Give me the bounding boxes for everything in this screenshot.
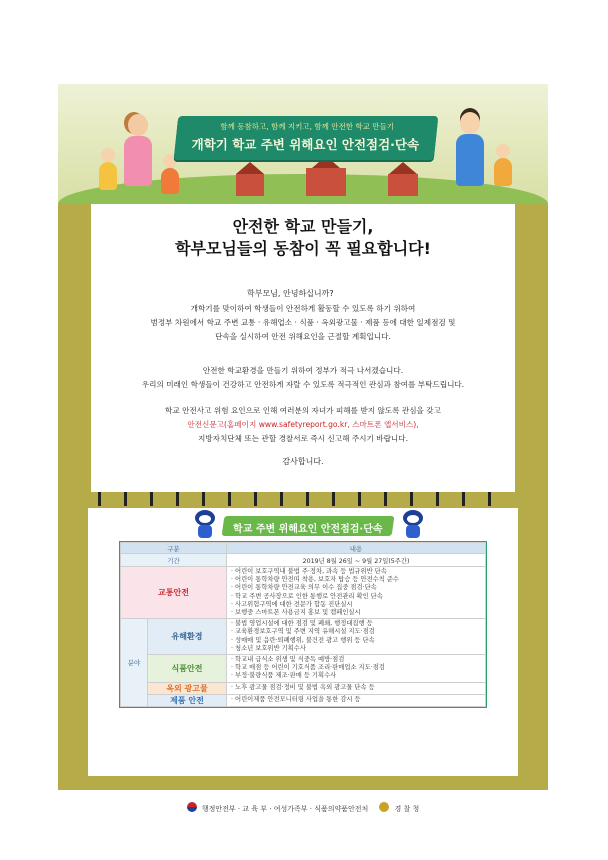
government-emblem-icon <box>187 802 197 812</box>
row-items <box>227 567 486 619</box>
letter-title-line2: 학부모님들의 동참이 꼭 필요합니다! <box>175 239 431 258</box>
letter-line: 개학기를 맞이하여 학생들이 안전하게 활동할 수 있도록 하기 위하여 <box>190 304 416 313</box>
son-figure <box>490 144 516 196</box>
table-banner <box>222 516 395 536</box>
row-item: · 어린이 통학차량 안전교육 의무 이수 집중 점검·단속 <box>231 584 377 592</box>
row-item: · 어린이 통학차량 안전띠 착용, 보호자 탑승 등 안전수칙 준수 <box>231 576 400 584</box>
letter-greeting: 학부모님, 안녕하십니까? <box>247 289 334 298</box>
binder-ring <box>124 492 127 506</box>
binder-ring <box>306 492 309 506</box>
poster-frame <box>58 84 548 790</box>
schedule-table <box>120 542 486 707</box>
banner-title: 개학기 학교 주변 위해요인 안전점검·단속 <box>191 137 420 152</box>
binder-ring <box>228 492 231 506</box>
school-building-center <box>306 168 346 196</box>
row-items <box>227 655 486 683</box>
row-item: · 학교 주변 공사장으로 인한 통행로 안전관리 확인 단속 <box>231 592 383 600</box>
row-category: 유해환경 <box>148 619 227 655</box>
row-item: · 어린이 보호구역내 불법 주·정차, 과속 등 법규위반 단속 <box>231 568 387 575</box>
safety-report-link-text: 안전신문고(홈페이지 www.safetyreport.go.kr, 스마트폰 앱서비스), <box>187 420 419 429</box>
letter-paragraph-1 <box>91 302 515 344</box>
girl-figure <box>96 148 120 198</box>
header-label: 구분 <box>121 543 227 554</box>
row-items <box>227 682 486 694</box>
binder-ring <box>176 492 179 506</box>
letter-title <box>91 216 515 260</box>
footer-agency-names: 행정안전부 · 교 육 부 · 여성가족부 · 식품의약품안전처 <box>201 805 369 813</box>
letter-line: 우리의 미래인 학생들이 건강하고 안전하게 자랄 수 있도록 적극적인 관심과 참여를 부탁드립니다. <box>141 380 465 389</box>
binder-ring <box>332 492 335 506</box>
row-item: · 학교 매점 등 어린이 기호식품 조리·판매업소 지도·점검 <box>231 664 385 672</box>
table-banner-title: 학교 주변 위해요인 안전점검·단속 <box>233 524 383 535</box>
row-item: · 사고위험구역에 대한 전문가 합동 진단실시 <box>231 600 353 608</box>
row-item: · 보행중 스마트폰 사용금지 홍보 및 캠페인실시 <box>231 609 361 617</box>
binder-ring <box>410 492 413 506</box>
school-building-right <box>388 174 418 196</box>
letter-line: 범정부 차원에서 학교 주변 교통 · 유해업소 · 식품 · 옥외광고물 · 제품 등에 대한 일제점검 및 <box>150 318 456 327</box>
boy-figure <box>158 154 182 200</box>
banner-subtitle: 함께 동참하고, 함께 지키고, 함께 안전한 학교 만들기 <box>220 122 395 131</box>
row-item: · 청소년 보호위반 기획수사 <box>231 644 306 652</box>
binder-ring <box>150 492 153 506</box>
letter-thanks: 감사합니다. <box>282 457 324 466</box>
letter-line: 지방자치단체 또는 관할 경찰서로 즉시 신고해 주시기 바랍니다. <box>197 434 409 443</box>
row-item: · 불법 영업시설에 대한 점검 및 폐쇄, 행정대집행 등 <box>231 620 373 628</box>
binder-ring <box>462 492 465 506</box>
row-category: 교통안전 <box>121 567 227 619</box>
bunya-label: 분야 <box>121 619 148 706</box>
letter-line: 안전한 학교환경을 만들기 위하여 정부가 적극 나서겠습니다. <box>202 366 404 375</box>
police-mascot-left <box>192 510 218 540</box>
letter-title-line1: 안전한 학교 만들기, <box>232 217 374 236</box>
row-item: · 학교내 급식소 위생 및 식중독 예방·점검 <box>231 656 345 664</box>
footer-agencies <box>58 796 548 816</box>
letter-paragraph-2 <box>91 364 515 392</box>
table-row <box>121 682 486 694</box>
row-item: · 부정·불량식품 제조·판매 등 기획수사 <box>231 672 337 680</box>
row-item: · 성매매 및 음란·퇴폐행위, 불건전 광고 행위 등 단속 <box>231 636 375 644</box>
schedule-panel <box>88 508 518 776</box>
binder-ring <box>436 492 439 506</box>
binder-ring <box>202 492 205 506</box>
row-category: 옥외 광고물 <box>148 682 227 694</box>
row-items <box>227 619 486 655</box>
binder-rings <box>98 492 508 508</box>
binder-ring <box>488 492 491 506</box>
row-category: 제품 안전 <box>148 694 227 706</box>
row-item: · 어린이제품 안전모니터링 사업을 통한 감시 등 <box>231 696 361 704</box>
title-banner <box>174 116 439 160</box>
binder-ring <box>358 492 361 506</box>
police-emblem-icon <box>379 802 389 812</box>
period-value: 2019년 8월 26일 ~ 9월 27일(5주간) <box>227 554 486 567</box>
table-row <box>121 619 486 655</box>
father-figure <box>450 112 490 202</box>
header-value: 내용 <box>227 543 486 554</box>
mother-figure <box>118 114 158 204</box>
row-category: 식품안전 <box>148 655 227 683</box>
row-item: · 노후 광고물 점검·정비 및 불법 옥외 광고물 단속 등 <box>231 684 375 692</box>
police-mascot-right <box>400 510 426 540</box>
table-row <box>121 694 486 706</box>
school-building-left <box>236 174 264 196</box>
binder-ring <box>98 492 101 506</box>
table-header-row <box>121 543 486 554</box>
footer-police: 경 찰 청 <box>394 805 420 813</box>
letter-card <box>91 204 515 492</box>
row-item: · 교육환경보호구역 및 주변 지역 유해시설 지도·점검 <box>231 628 375 636</box>
table-row <box>121 655 486 683</box>
binder-ring <box>280 492 283 506</box>
letter-paragraph-3 <box>91 404 515 446</box>
hero-illustration <box>58 84 548 204</box>
row-items <box>227 694 486 706</box>
period-row <box>121 554 486 567</box>
binder-ring <box>254 492 257 506</box>
letter-line: 학교 안전사고 위험 요인으로 인해 여러분의 자녀가 피해를 받지 않도록 관심을 갖고 <box>165 406 441 415</box>
table-row <box>121 567 486 619</box>
period-label: 기간 <box>121 554 227 567</box>
letter-line: 단속을 실시하여 안전 위해요인을 근절할 계획입니다. <box>215 332 391 341</box>
binder-ring <box>384 492 387 506</box>
